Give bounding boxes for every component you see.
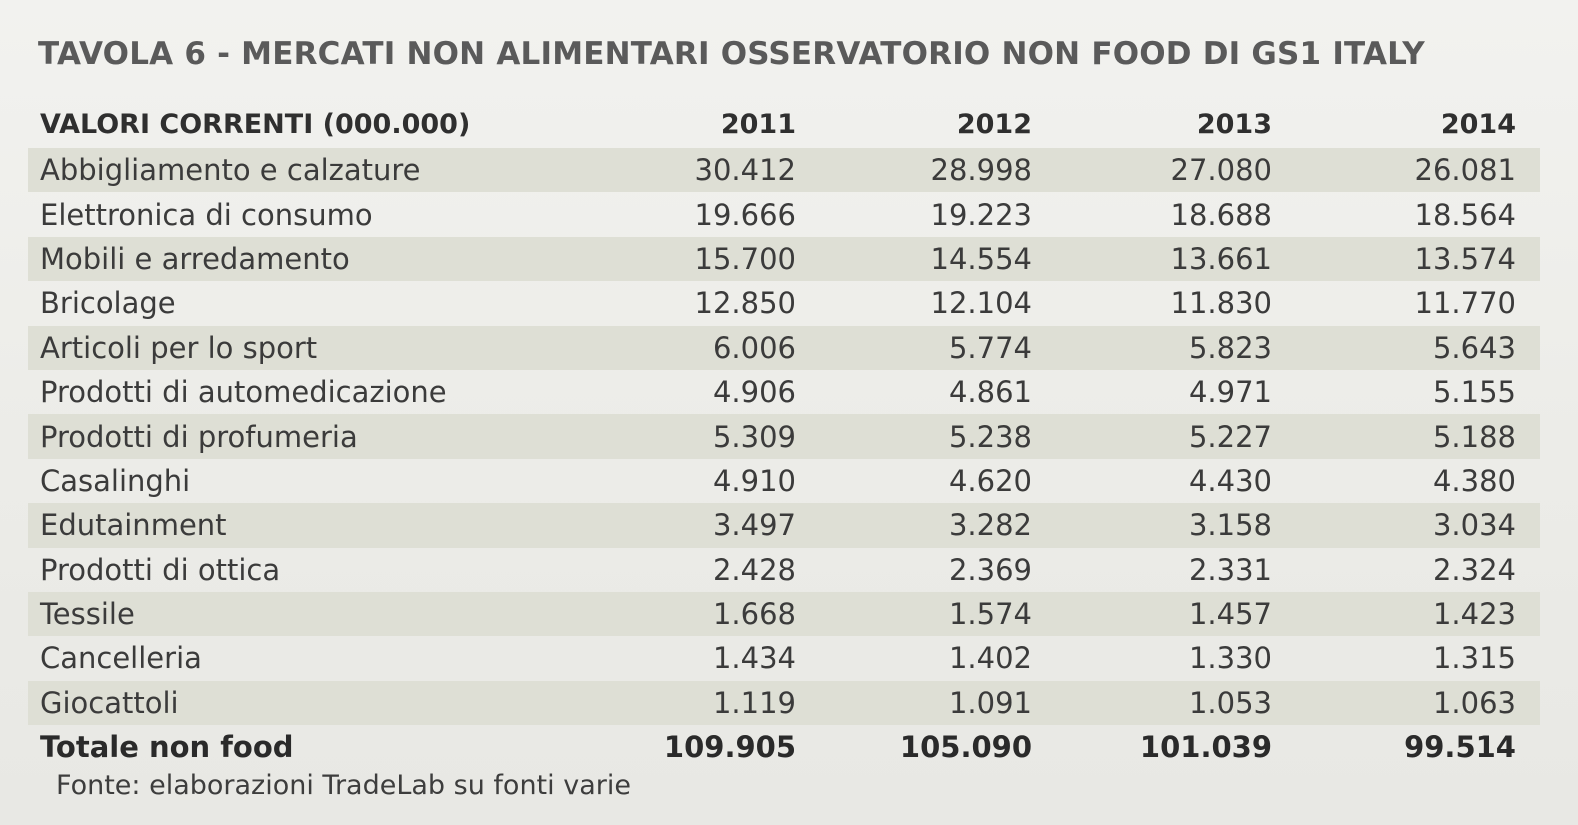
cell-2013: 13.661 xyxy=(1170,241,1272,276)
cell-2011: 15.700 xyxy=(694,241,796,276)
row-label: Giocattoli xyxy=(40,685,179,720)
cell-2014: 18.564 xyxy=(1414,197,1516,232)
cell-2011: 4.910 xyxy=(712,463,796,498)
table-row xyxy=(28,192,1540,236)
cell-2014: 1.315 xyxy=(1432,641,1516,676)
cell-2014: 4.380 xyxy=(1432,463,1516,498)
cell-2011: 3.497 xyxy=(712,508,796,543)
cell-2012: 2.369 xyxy=(948,552,1032,587)
cell-2013: 11.830 xyxy=(1170,286,1272,321)
cell-2014: 2.324 xyxy=(1432,552,1516,587)
cell-2014: 11.770 xyxy=(1414,286,1516,321)
row-label: Articoli per lo sport xyxy=(40,330,318,365)
cell-2013: 4.430 xyxy=(1188,463,1272,498)
cell-2011: 2.428 xyxy=(712,552,796,587)
cell-2013: 5.823 xyxy=(1188,330,1272,365)
cell-2012: 19.223 xyxy=(930,197,1032,232)
cell-2011: 4.906 xyxy=(712,375,796,410)
row-label: Prodotti di profumeria xyxy=(40,419,358,454)
table-row xyxy=(28,681,1540,725)
table-row xyxy=(28,237,1540,281)
table-title: TAVOLA 6 - MERCATI NON ALIMENTARI OSSERVATORIO NON FOOD DI GS1 ITALY xyxy=(38,36,1425,72)
row-label: Cancelleria xyxy=(40,641,202,676)
cell-2011: 1.434 xyxy=(712,641,796,676)
cell-2014: 5.155 xyxy=(1432,375,1516,410)
cell-2011: 12.850 xyxy=(694,286,796,321)
row-label: Mobili e arredamento xyxy=(40,241,350,276)
header-year-2012: 2012 xyxy=(956,108,1032,140)
cell-2014: 26.081 xyxy=(1414,153,1516,188)
row-label: Tessile xyxy=(40,597,135,632)
header-year-2014: 2014 xyxy=(1440,108,1516,140)
cell-2012: 5.774 xyxy=(948,330,1032,365)
cell-2014: 1.063 xyxy=(1432,685,1516,720)
header-year-2013: 2013 xyxy=(1196,108,1272,140)
cell-2012: 4.620 xyxy=(948,463,1032,498)
cell-2014: 5.188 xyxy=(1432,419,1516,454)
table-row xyxy=(28,636,1540,680)
total-2013: 101.039 xyxy=(1139,730,1272,765)
cell-2012: 1.091 xyxy=(948,685,1032,720)
cell-2012: 1.402 xyxy=(948,641,1032,676)
table-row xyxy=(28,592,1540,636)
row-label: Bricolage xyxy=(40,286,176,321)
total-label: Totale non food xyxy=(40,730,294,765)
cell-2014: 1.423 xyxy=(1432,597,1516,632)
cell-2013: 1.457 xyxy=(1188,597,1272,632)
row-label: Elettronica di consumo xyxy=(40,197,373,232)
table-row xyxy=(28,148,1540,192)
table-row xyxy=(28,414,1540,458)
cell-2013: 3.158 xyxy=(1188,508,1272,543)
cell-2011: 30.412 xyxy=(694,153,796,188)
total-2014: 99.514 xyxy=(1404,730,1516,765)
row-label: Casalinghi xyxy=(40,463,191,498)
cell-2013: 5.227 xyxy=(1188,419,1272,454)
total-2011: 109.905 xyxy=(663,730,796,765)
data-table xyxy=(28,100,1540,769)
cell-2013: 1.330 xyxy=(1188,641,1272,676)
cell-2014: 3.034 xyxy=(1432,508,1516,543)
header-label: VALORI CORRENTI (000.000) xyxy=(40,108,471,140)
source-note: Fonte: elaborazioni TradeLab su fonti varie xyxy=(56,770,631,801)
table-row xyxy=(28,370,1540,414)
cell-2013: 18.688 xyxy=(1170,197,1272,232)
cell-2011: 1.668 xyxy=(712,597,796,632)
total-2012: 105.090 xyxy=(899,730,1032,765)
row-label: Edutainment xyxy=(40,508,227,543)
cell-2011: 6.006 xyxy=(712,330,796,365)
cell-2012: 4.861 xyxy=(948,375,1032,410)
cell-2013: 4.971 xyxy=(1188,375,1272,410)
cell-2011: 5.309 xyxy=(712,419,796,454)
cell-2012: 3.282 xyxy=(948,508,1032,543)
cell-2012: 28.998 xyxy=(930,153,1032,188)
cell-2012: 14.554 xyxy=(930,241,1032,276)
cell-2014: 5.643 xyxy=(1432,330,1516,365)
cell-2014: 13.574 xyxy=(1414,241,1516,276)
table-row xyxy=(28,326,1540,370)
cell-2012: 1.574 xyxy=(948,597,1032,632)
cell-2011: 1.119 xyxy=(712,685,796,720)
cell-2013: 2.331 xyxy=(1188,552,1272,587)
cell-2012: 5.238 xyxy=(948,419,1032,454)
table-row xyxy=(28,503,1540,547)
table-row xyxy=(28,548,1540,592)
table-row xyxy=(28,459,1540,503)
table-header-row xyxy=(28,100,1540,148)
header-year-2011: 2011 xyxy=(720,108,796,140)
total-row xyxy=(28,725,1540,769)
row-label: Abbigliamento e calzature xyxy=(40,153,421,188)
cell-2012: 12.104 xyxy=(930,286,1032,321)
cell-2013: 27.080 xyxy=(1170,153,1272,188)
table-row xyxy=(28,281,1540,325)
row-label: Prodotti di automedicazione xyxy=(40,375,447,410)
cell-2011: 19.666 xyxy=(694,197,796,232)
row-label: Prodotti di ottica xyxy=(40,552,281,587)
cell-2013: 1.053 xyxy=(1188,685,1272,720)
